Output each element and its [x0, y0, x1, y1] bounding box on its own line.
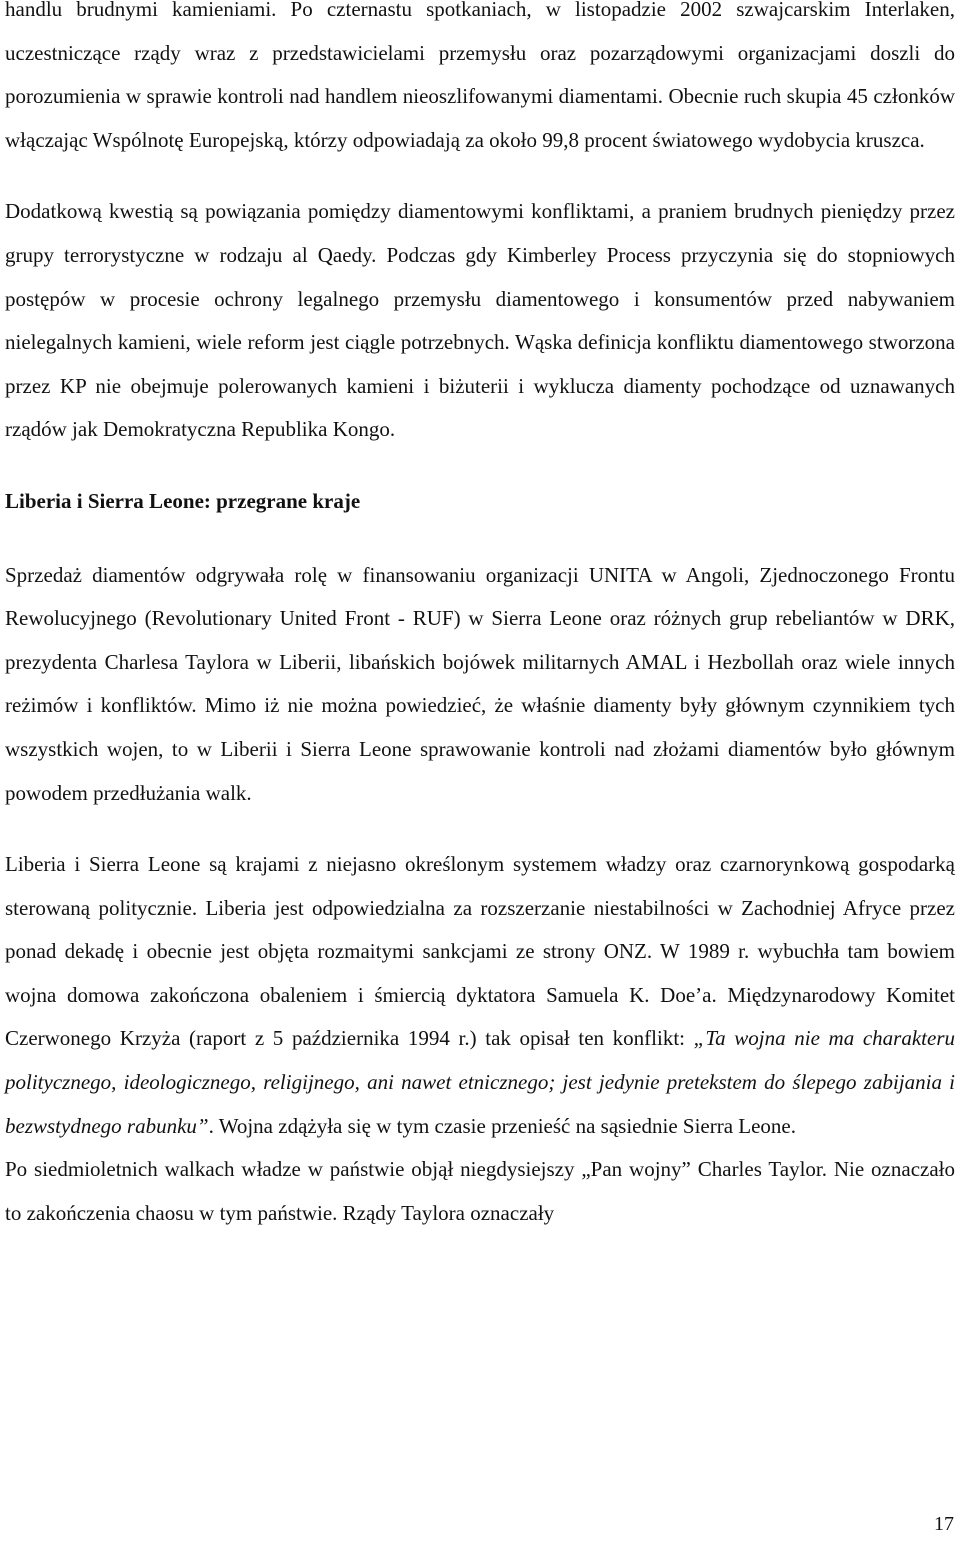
- paragraph-continuation: Po siedmioletnich walkach władze w państwie objął niegdysiejszy „Pan wojny” Charles Taylor. Nie oznaczało to zakończenia chaosu w tym państwie. Rządy Taylora oznaczały: [5, 1157, 955, 1225]
- page-number: 17: [934, 1513, 954, 1535]
- paragraph-kimberley-agreement: handlu brudnymi kamieniami. Po czternastu spotkaniach, w listopadzie 2002 szwajcarskim Interlaken, uczestniczące rządy wraz z przedstawicielami przemysłu oraz pozarządowymi organizacjami doszli do porozumienia w sprawie kontroli nad handlem nieoszlifowanymi diamentami. Obecnie ruch skupia 45 członków włączając Wspólnotę Europejską, którzy odpowiadają za około 99,8 procent światowego wydobycia kruszca.: [5, 0, 955, 152]
- paragraph-liberia-sierra-leone: [5, 843, 955, 1235]
- section-heading: Liberia i Sierra Leone: przegrane kraje: [5, 488, 361, 513]
- red-cross-quote: „Ta wojna nie ma charakteru politycznego, ideologicznego, religijnego, ani nawet etnicznego; jest jedynie pretekstem do ślepego zabijania i bezwstydnego rabunku”: [5, 1026, 956, 1138]
- document-page: [5, 0, 955, 1235]
- paragraph-diamond-financing: Sprzedaż diamentów odgrywała rolę w finansowaniu organizacji UNITA w Angoli, Zjednoczonego Frontu Rewolucyjnego (Revolutionary United Front - RUF) w Sierra Leone oraz różnych grup rebeliantów w DRK, prezydenta Charlesa Taylora w Liberii, libańskich bojówek militarnych AMAL i Hezbollah oraz wiele innych reżimów i konfliktów. Mimo iż nie można powiedzieć, że właśnie diamenty były głównym czynnikiem tych wszystkich wojen, to w Liberii i Sierra Leone sprawowanie kontroli nad złożami diamentów było głównym powodem przedłużania walk.: [5, 562, 955, 805]
- paragraph-text-before-quote: Liberia i Sierra Leone są krajami z niejasno określonym systemem władzy oraz czarnorynkową gospodarką sterowaną politycznie. Liberia jest odpowiedzialna za rozszerzanie niestabilności w Zachodniej Afryce przez ponad dekadę i obecnie jest objęta rozmaitymi sankcjami ze strony ONZ. W 1989 r. wybuchła tam bowiem wojna domowa zakończona obaleniem i śmiercią dyktatora Samuela K. Doe’a. Międzynarodowy Komitet Czerwonego Krzyża (raport z 5 października 1994 r.) tak opisał ten konflikt:: [5, 852, 955, 1051]
- paragraph-text-after-quote: . Wojna zdążyła się w tym czasie przenieść na sąsiednie Sierra Leone.: [208, 1113, 797, 1138]
- paragraph-money-laundering: Dodatkową kwestią są powiązania pomiędzy diamentowymi konfliktami, a praniem brudnych pieniędzy przez grupy terrorystyczne w rodzaju al Qaedy. Podczas gdy Kimberley Process przyczynia się do stopniowych postępów w procesie ochrony legalnego przemysłu diamentowego i konsumentów przed nabywaniem nielegalnych kamieni, wiele reform jest ciągle potrzebnych. Wąska definicja konfliktu diamentowego stworzona przez KP nie obejmuje polerowanych kamieni i biżuterii i wyklucza diamenty pochodzące od uznawanych rządów jak Demokratyczna Republika Kongo.: [5, 199, 955, 442]
